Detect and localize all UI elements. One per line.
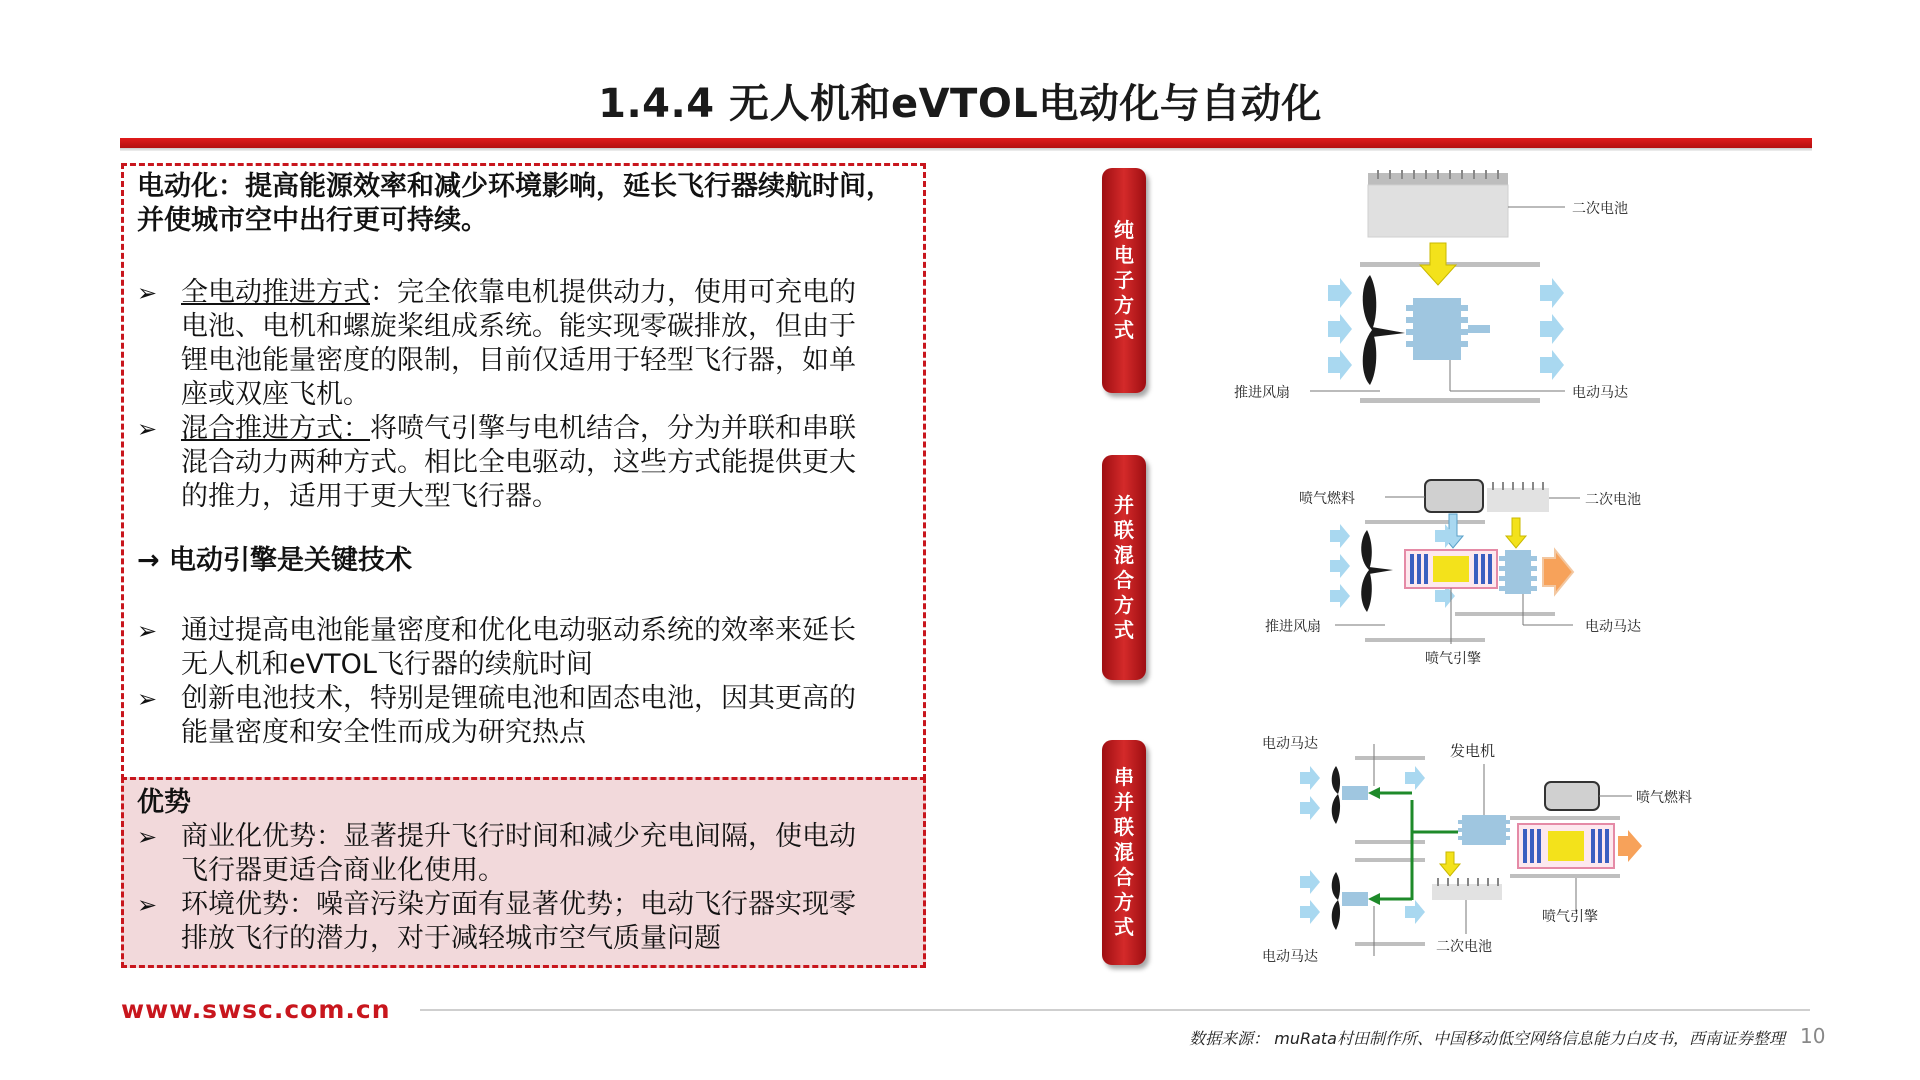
tag-text: 串并联混合方式	[1114, 765, 1134, 939]
electric-motor-icon	[1406, 298, 1490, 360]
data-source: 数据来源： muRata村田制作所、中国移动低空网络信息能力白皮书，西南证券整理	[1189, 1029, 1785, 1048]
bullet-line: 排放飞行的潜力，对于减轻城市空气质量问题	[181, 923, 721, 954]
label-battery: 二次电池	[1572, 201, 1628, 217]
diagram-series-hybrid	[1240, 730, 1692, 975]
bullet-line: 锂电池能量密度的限制，目前仅适用于轻型飞行器，如单	[181, 345, 856, 376]
label-motor-top: 电动马达	[1262, 736, 1318, 752]
battery-body-icon	[1487, 488, 1549, 512]
bullet-arrow: ➢	[137, 415, 158, 443]
bullet-line: 电池、电机和螺旋桨组成系统。能实现零碳排放，但由于	[181, 311, 856, 342]
bullet-line: 的推力，适用于更大型飞行器。	[181, 481, 559, 512]
diagram-pure-electric	[1210, 165, 1670, 410]
tag-text: 纯电子方式	[1114, 218, 1134, 342]
bullet-line: 座或双座飞机。	[181, 379, 370, 410]
footer-divider	[420, 1009, 1810, 1011]
bullet-line: 能量密度和安全性而成为研究热点	[181, 717, 586, 748]
website-link[interactable]: www.swsc.com.cn	[121, 995, 391, 1024]
key-point: → 电动引擎是关键技术	[137, 545, 413, 576]
fuel-tank-icon	[1545, 782, 1599, 810]
page-title: 1.4.4 无人机和eVTOL电动化与自动化	[598, 81, 1322, 127]
fuel-tank-icon	[1425, 480, 1483, 512]
bullet-line: 无人机和eVTOL飞行器的续航时间	[181, 649, 593, 680]
tag-text: 并联混合方式	[1114, 492, 1134, 642]
page-number: 10	[1800, 1024, 1826, 1048]
tag-series-hybrid	[1102, 740, 1146, 965]
label-generator: 发电机	[1450, 742, 1496, 760]
heading-line-2: 并使城市空中出行更可持续。	[137, 205, 488, 236]
bullet-arrow: ➢	[137, 891, 158, 919]
tag-parallel-hybrid	[1102, 455, 1146, 680]
jet-engine-core-icon	[1433, 556, 1469, 582]
tag-pure-electric	[1102, 168, 1146, 393]
nacelle-bottom-rail	[1365, 638, 1485, 642]
label-battery: 二次电池	[1436, 939, 1492, 955]
exhaust-arrow-icon	[1618, 830, 1642, 862]
exhaust-arrow-icon	[1543, 550, 1573, 594]
nacelle-bottom-rail	[1360, 398, 1540, 403]
bullet-line: 创新电池技术，特别是锂硫电池和固态电池，因其更高的	[181, 683, 856, 714]
bullet-arrow: ➢	[137, 617, 158, 645]
title-underline	[120, 138, 1812, 148]
label-motor-bottom: 电动马达	[1262, 949, 1318, 965]
label-jet-engine: 喷气引擎	[1425, 651, 1481, 667]
diagram-parallel-hybrid	[1255, 470, 1675, 685]
advantages-heading: 优势	[137, 787, 191, 818]
power-flow-arrow-icon	[1506, 518, 1526, 548]
label-fuel: 喷气燃料	[1299, 491, 1355, 507]
label-fan: 推进风扇	[1234, 385, 1290, 401]
bullet-arrow: ➢	[137, 685, 158, 713]
jet-engine-core-icon	[1548, 831, 1584, 861]
advantages-box	[121, 777, 926, 968]
bullet-line: 通过提高电池能量密度和优化电动驱动系统的效率来延长	[181, 615, 856, 646]
nacelle-top-rail	[1365, 520, 1485, 524]
propulsion-fan-bottom-icon	[1332, 872, 1368, 930]
power-flow-arrow-icon	[1440, 852, 1460, 876]
bullet-line: 商业化优势：显著提升飞行时间和减少充电间隔，使电动	[181, 821, 856, 852]
battery-body-icon	[1368, 185, 1508, 237]
generator-icon	[1458, 815, 1510, 845]
battery-body-icon	[1432, 884, 1502, 900]
bullet-arrow: ➢	[137, 279, 158, 307]
bullet-line: 将喷气引擎与电机结合，分为并联和串联	[370, 413, 856, 444]
bullet-line: 环境优势：噪音污染方面有显著优势；电动飞行器实现零	[181, 889, 856, 920]
bullet-line: 混合动力两种方式。相比全电驱动，这些方式能提供更大	[181, 447, 856, 478]
label-fan: 推进风扇	[1265, 619, 1321, 635]
label-motor: 电动马达	[1572, 385, 1628, 401]
term-separator: ：	[370, 277, 397, 308]
term-full-electric: 全电动推进方式	[181, 277, 370, 308]
label-motor: 电动马达	[1585, 619, 1641, 635]
bullet-arrow: ➢	[137, 823, 158, 851]
label-battery: 二次电池	[1585, 492, 1641, 508]
battery-terminals-icon	[1438, 878, 1498, 886]
bullet-line: 飞行器更适合商业化使用。	[181, 855, 505, 886]
label-jet-engine: 喷气引擎	[1542, 909, 1598, 925]
term-hybrid: 混合推进方式：	[181, 413, 370, 444]
propulsion-fan-icon	[1361, 530, 1393, 612]
electrification-box	[121, 163, 926, 780]
propulsion-fan-icon	[1363, 275, 1405, 385]
bullet-line: 完全依靠电机提供动力，使用可充电的	[397, 277, 856, 308]
electric-motor-icon	[1499, 550, 1537, 594]
heading-line-1: 电动化：提高能源效率和减少环境影响，延长飞行器续航时间，	[137, 171, 893, 202]
propulsion-fan-top-icon	[1332, 766, 1368, 824]
label-fuel: 喷气燃料	[1636, 790, 1692, 806]
